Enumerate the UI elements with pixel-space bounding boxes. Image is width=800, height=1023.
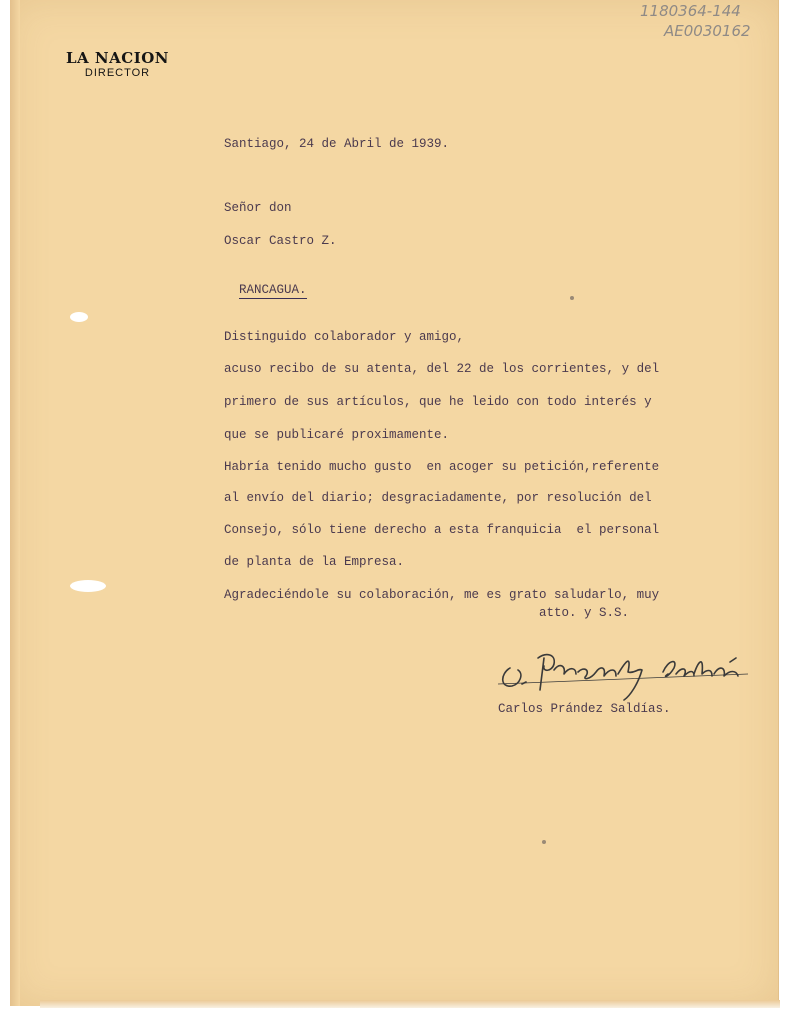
typed-signature: Carlos Prández Saldías. xyxy=(498,702,671,716)
paper-tear xyxy=(70,580,106,592)
letterhead xyxy=(60,50,175,79)
sheet-left-edge xyxy=(10,0,20,1006)
body-line: Habría tenido mucho gusto en acoger su petición,referente xyxy=(224,460,660,474)
recipient-city xyxy=(224,266,307,298)
body-line: acuso recibo de su atenta, del 22 de los corrientes, y del xyxy=(224,362,660,376)
recipient-city-text: RANCAGUA. xyxy=(239,283,307,297)
recipient-name: Oscar Castro Z. xyxy=(224,234,337,248)
place-date: Santiago, 24 de Abril de 1939. xyxy=(224,137,450,151)
paper-tear xyxy=(70,312,88,322)
closing: atto. y S.S. xyxy=(539,606,630,620)
ink-spot xyxy=(570,296,574,300)
letterhead-role: DIRECTOR xyxy=(84,67,151,79)
ink-spot xyxy=(542,840,546,844)
greeting: Distinguido colaborador y amigo, xyxy=(224,330,465,344)
body-line: Consejo, sólo tiene derecho a esta franquicia el personal xyxy=(224,523,660,537)
body-line: que se publicaré proximamente. xyxy=(224,428,450,442)
handwritten-signature xyxy=(498,644,748,702)
sheet-bottom-edge xyxy=(40,1000,780,1008)
archive-code: AE0030162 xyxy=(664,22,751,40)
newspaper-name: LA NACION xyxy=(66,49,169,67)
body-line: de planta de la Empresa. xyxy=(224,555,405,569)
archive-code: 1180364-144 xyxy=(640,2,741,20)
body-line: Agradeciéndole su colaboración, me es grato saludarlo, muy xyxy=(224,588,660,602)
body-line: al envío del diario; desgraciadamente, por resolución del xyxy=(224,491,652,505)
body-line: primero de sus artículos, que he leido con todo interés y xyxy=(224,395,652,409)
recipient-salutation: Señor don xyxy=(224,201,292,215)
